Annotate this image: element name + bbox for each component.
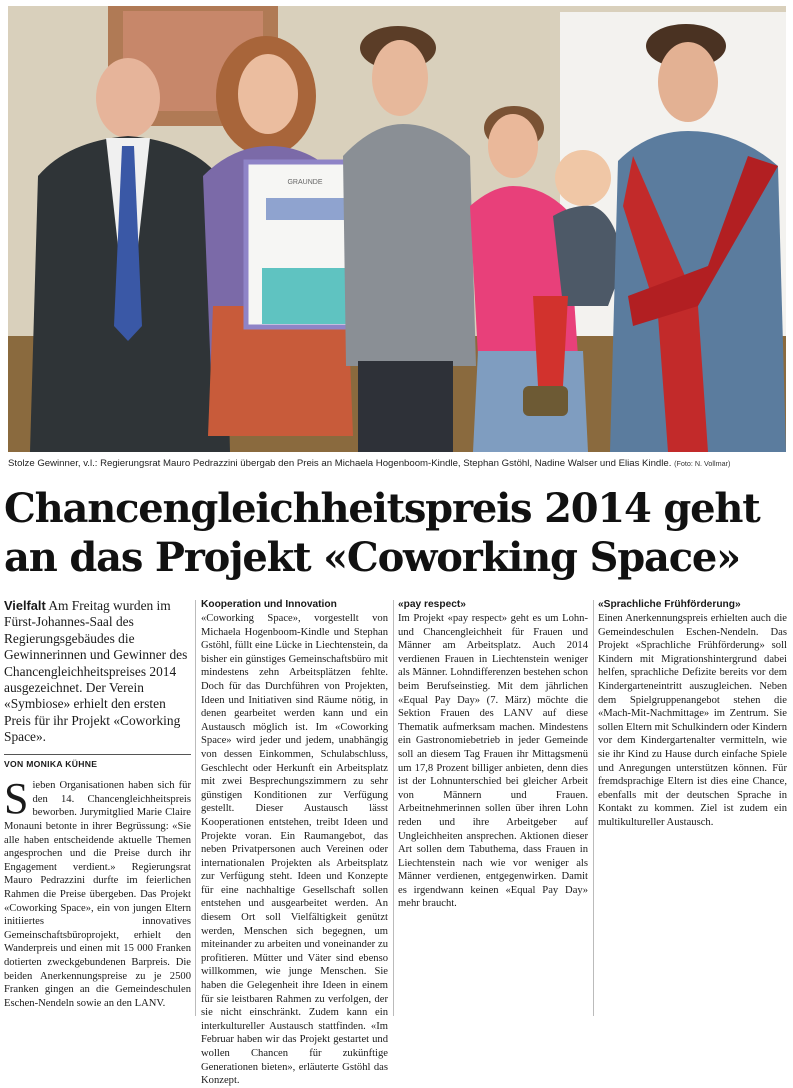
lead-paragraph xyxy=(4,598,191,746)
byline: VON MONIKA KÜHNE xyxy=(4,754,191,772)
caption-text: Stolze Gewinner, v.l.: Regierungsrat Mauro Pedrazzini übergab den Preis an Michaela Hogenboom-Kindle, Stephan Gstöhl, Nadine Walser und Elias Kindle. xyxy=(8,458,672,469)
article-column-4 xyxy=(598,598,787,830)
dropcap: S xyxy=(4,774,29,824)
photo-illustration xyxy=(8,6,786,452)
column-divider xyxy=(195,600,196,1016)
body-paragraph-1-text: ieben Organisationen haben sich für den 14. Chancengleichheitspreis beworben. Jurymitglied Marie Claire Monauni betonte in ihrer Begrüssung: «Sie alle haben entscheidende aktuelle Themen angesprochen und die Preise durch ihr Engagement verdient.» Regierungsrat Mauro Pedrazzini durfte im feierlichen Rahmen die Preise übergeben. Das Projekt «Coworking Space», ein von jungen Eltern initiiertes innovatives Gemeinschaftsbüroprojekt, erhielt den Wanderpreis und einen mit 15 000 Franken dotierten zweckgebundenen Barpreis. Die beiden Anerkennungspreise zu je 2500 Franken gingen an die Gemeindeschulen Eschen-Nendeln sowie an den LANV. xyxy=(4,780,191,1009)
lead-text: Am Freitag wurden im Fürst-Johannes-Saal des Regierungsgebäudes die Gewinnerinnen und Gewinner des Chancengleichheitspreises 2014 ausgezeichnet. Der Verein «Symbiose» erhielt den ersten Preis für ihr Projekt «Coworking Space». xyxy=(4,598,188,745)
headline xyxy=(4,484,789,582)
headline-line-2: an das Projekt «Coworking Space» xyxy=(4,534,740,581)
photo-credit: (Foto: N. Vollmar) xyxy=(674,459,731,468)
body-paragraph-4: Einen Anerkennungspreis erhielten auch die Gemeindeschulen Eschen-Nendeln. Das Projekt «Sprachliche Frühförderung» soll Kindern mit Migrationshintergrund dabei helfen, sprachliche Defizite bereits vor dem Kindergarteneintritt auszugleichen. Neben dem Spielgruppenangebot stehen die «Mach-Mit-Nachmittage» im Zentrum. Sie sollen Eltern mit Schulkindern oder Kindern vor dem Kindergartenalter vermitteln, wie sie ihr Kind zu Hause durch einfache Spiele und Anregungen unterstützen können. Für fremdsprachige Eltern ist dies eine Chance, ebenfalls mit der deutschen Sprache in Kontakt zu kommen. Ziel ist zudem ein multikultureller Austausch. xyxy=(598,613,787,828)
group-photo xyxy=(8,6,786,452)
column-divider xyxy=(593,600,594,1016)
article-column-2 xyxy=(201,598,388,1088)
article-column-3 xyxy=(398,598,588,911)
article-column-1 xyxy=(4,598,191,1010)
subheading-sprachliche-fruehfoerderung: «Sprachliche Frühförderung» xyxy=(598,599,741,610)
subheading-pay-respect: «pay respect» xyxy=(398,599,466,610)
body-paragraph-2: «Coworking Space», vorgestellt von Michaela Hogenboom-Kindle und Stephan Gstöhl, füllt eine Lücke in Liechtenstein, da bisher ein günstiges Gemeinschaftsbüro mit mindestens zehn Arbeitsplätzen fehlte. Doch für das Durchführen von Projekten, Ideen und Initiativen sind Räume nötig, in denen gearbeitet werden kann und ein Austausch möglich ist. Im «Coworking Space» wird jeder und jedem, unabhängig von dessen Einkommen, Schulabschluss, Geschlecht oder Herkunft ein Arbeitsplatz mit zwei Besprechungszimmern zu sehr günstigen Konditionen zur Verfügung gestellt. Dieser Austausch lässt Kooperationen entstehen, treibt Ideen und Projekte voran. Ein Raumangebot, das neben Privatpersonen auch Vereinen oder internationalen Projekten als Arbeitsplatz zur Verfügung steht. Ideen und Konzepte für eine nachhaltige Gesellschaft sollen entstehen und ausgearbeitet werden. An diesem Ort soll Vielfältigkeit genützt werden, Menschen sich begegnen, um miteinander zu arbeiten und voneinander zu profitieren. Mütter und Väter sind ebenso willkommen, wie junge Menschen. Sie haben die Gelegenheit ihre Ideen in einem für sie leistbaren Rahmen zu verfolgen, der sie nicht einschränkt. Zudem kann ein interkultureller Austausch stattfinden. «Im Februar haben wir das Projekt gestartet und wollen Chancen für zukünftige Generationen bieten», erläuterte Gstöhl das Konzept. xyxy=(201,613,388,1087)
body-paragraph-3: Im Projekt «pay respect» geht es um Lohn- und Chancengleichheit für Frauen und Männer am Arbeitsplatz. Auch 2014 verdienen Frauen in Liechtenstein weniger als Männer. Lohndifferenzen bestehen schon beim Berufseinstieg. Mit dem jährlichen «Equal Pay Day» (7. März) möchte die Sektion Frauen des LANV auf diese Thematik aufmerksam machen. Mindestens ein Gastronomiebetrieb in jeder Gemeinde soll an diesem Tag Frauen ihr Mittagsmenü um 17,8 Prozent billiger anbieten, denn dies ist der Lohnunterschied bei gleicher Arbeit von Männern und Frauen. Arbeitnehmerinnen sollen über ihren Lohn reden und ihre Arbeitgeber auf Ungleichheiten ansprechen. Aktionen dieser Art sollen dem Tabuthema, dass Frauen in Liechtenstein nach wie vor weniger als Männer verdienen, entgegenwirken. Damit es irgendwann keinen «Equal Pay Day» mehr braucht. xyxy=(398,613,588,910)
column-divider xyxy=(393,600,394,1016)
headline-line-1: Chancengleichheitspreis 2014 geht xyxy=(4,485,760,532)
photo-caption xyxy=(8,456,786,472)
lead-kicker: Vielfalt xyxy=(4,598,46,613)
certificate-heading: GRAUNDE xyxy=(287,179,323,186)
subheading-kooperation: Kooperation und Innovation xyxy=(201,599,337,610)
body-paragraph-1 xyxy=(4,774,191,1010)
